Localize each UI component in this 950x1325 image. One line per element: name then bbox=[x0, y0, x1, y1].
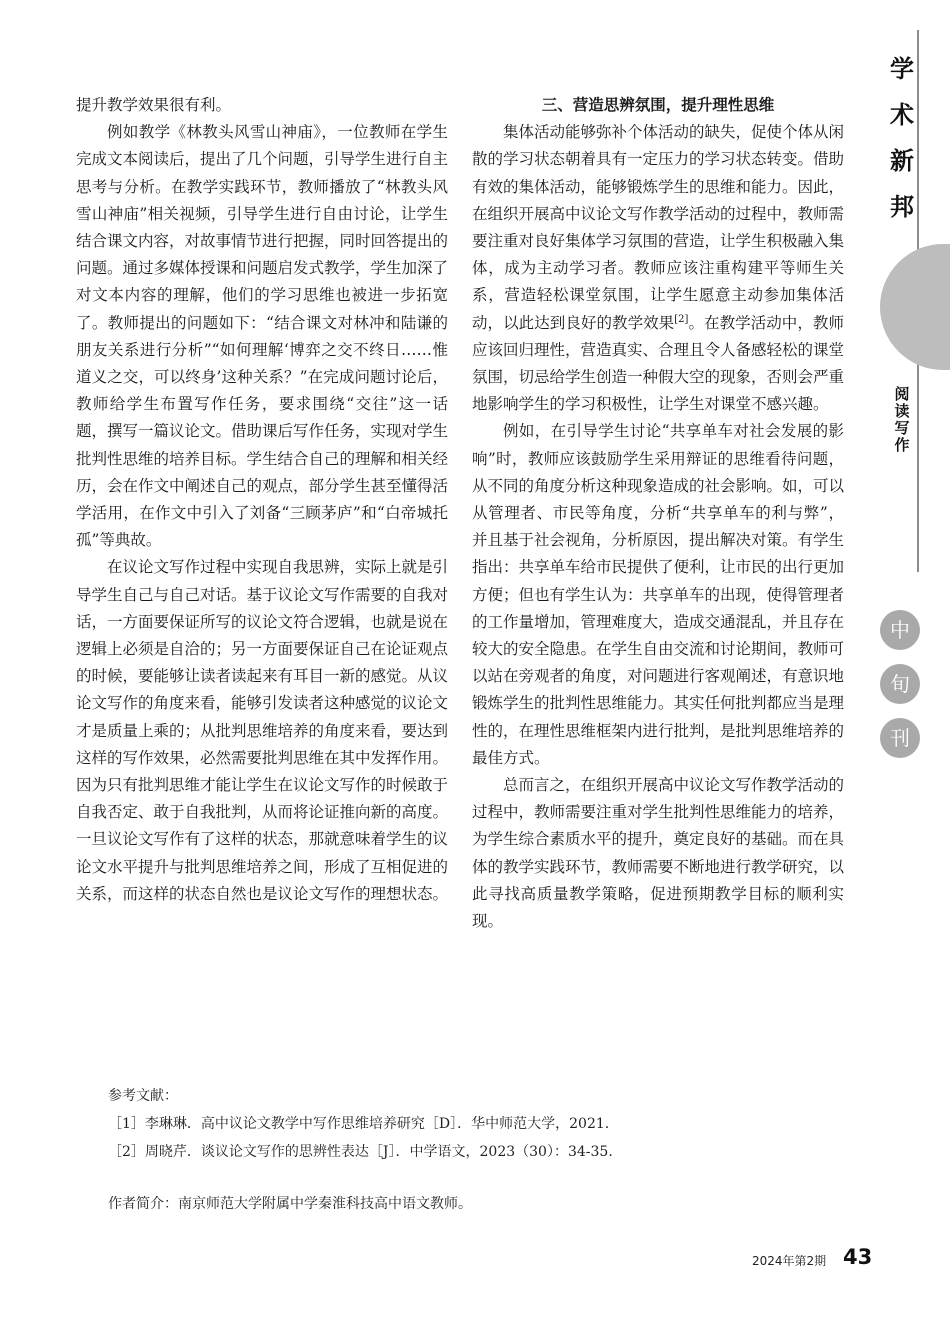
paragraph: 总而言之，在组织开展高中议论文写作教学活动的过程中，教师需要注重对学生批判性思维能力的培养，为学生综合素质水平的提升，奠定良好的基础。而在具体的教学实践环节，教师需要不断地进行教学研究，以此寻找高质量教学策略，促进预期教学目标的顺利实现。 bbox=[472, 776, 845, 931]
paragraph: 提升教学效果很有利。 bbox=[76, 96, 232, 114]
column-title-char: 学 bbox=[890, 55, 914, 83]
badge-kan: 刊 bbox=[880, 718, 920, 758]
reference-item: ［1］李琳琳．高中议论文教学中写作思维培养研究［D］．华中师范大学，2021. bbox=[108, 1116, 610, 1132]
section-label-char: 写 bbox=[894, 419, 910, 437]
references-heading: 参考文献： bbox=[108, 1088, 178, 1104]
author-note: 作者简介：南京师范大学附属中学秦淮科技高中语文教师。 bbox=[108, 1196, 472, 1212]
section-label-char: 阅 bbox=[894, 385, 910, 403]
paragraph-text: 集体活动能够弥补个体活动的缺失，促使个体从闲散的学习状态朝着具有一定压力的学习状态转变。借助有效的集体活动，能够锻炼学生的思维和能力。因此，在组织开展高中议论文写作教学活动的过程中，教师需要注重对良好集体学习氛围的营造，让学生积极融入集体，成为主动学习者。教师应该注重构建平等师生关系，营造轻松课堂氛围，让学生愿意主动参加集体活动，以此达到良好的教学效果 bbox=[472, 123, 845, 332]
paragraph-text: 。在教学活动中，教师应该回归理性，营造真实、合理且令人备感轻松的课堂氛围，切忌给学生创造一种假大空的现象，否则会严重地影响学生的学习积极性，让学生对课堂不感兴趣。 bbox=[472, 313, 845, 414]
section-label bbox=[890, 386, 914, 454]
section-heading: 三、营造思辨氛围，提升理性思维 bbox=[541, 96, 775, 114]
reference-item: ［2］周晓芹．谈议论文写作的思辨性表达［J］．中学语文，2023（30）：34-35. bbox=[108, 1144, 613, 1160]
references bbox=[108, 1082, 828, 1166]
issue-label: 2024年第2期 bbox=[752, 1254, 827, 1268]
section-label-char: 读 bbox=[894, 402, 910, 420]
column-title bbox=[880, 46, 924, 230]
column-title-char: 术 bbox=[890, 101, 914, 129]
column-title-char: 邦 bbox=[890, 193, 914, 221]
citation-marker: [2] bbox=[674, 313, 689, 325]
badge-zhong: 中 bbox=[880, 610, 920, 650]
column-title-char: 新 bbox=[890, 147, 914, 175]
paragraph: 例如教学《林教头风雪山神庙》，一位教师在学生完成文本阅读后，提出了几个问题，引导学生进行自主思考与分析。在教学实践环节，教师播放了“林教头风雪山神庙”相关视频，引导学生进行自由讨论，让学生结合课文内容，对故事情节进行把握，同时回答提出的问题。通过多媒体授课和问题启发式教学，学生加深了对文本内容的理解，他们的学习思维也被进一步拓宽了。教师提出的问题如下：“结合课文对林冲和陆谦的朋友关系进行分析”“如何理解‘博弈之交不终日……惟道义之交，可以终身’这种关系？”在完成问题讨论后，教师给学生布置写作任务，要求围绕“交往”这一话题，撰写一篇议论文。借助课后写作任务，实现对学生批判性思维的培养目标。学生结合自己的理解和相关经历，会在作文中阐述自己的观点，部分学生甚至懂得活学活用，在作文中引入了刘备“三顾茅庐”和“白帝城托孤”等典故。 bbox=[76, 123, 449, 550]
right-column bbox=[472, 92, 844, 935]
paragraph: 在议论文写作过程中实现自我思辨，实际上就是引导学生自己与自己对话。基于议论文写作需要的自我对话，一方面要保证所写的议论文符合逻辑，也就是说在逻辑上必须是自洽的；另一方面要保证自己在论证观点的时候，要能够让读者读起来有耳目一新的感觉。从议论文写作的角度来看，能够引发读者这种感觉的议论文才是质量上乘的；从批判思维培养的角度来看，要达到这样的写作效果，必然需要批判思维在其中发挥作用。因为只有批判思维才能让学生在议论文写作的时候敢于自我否定、敢于自我批判，从而将论证推向新的高度。一旦议论文写作有了这样的状态，那就意味着学生的议论文水平提升与批判思维培养之间，形成了互相促进的关系，而这样的状态自然也是议论文写作的理想状态。 bbox=[76, 558, 449, 903]
left-column bbox=[76, 92, 448, 908]
section-label-char: 作 bbox=[894, 436, 910, 454]
paragraph bbox=[472, 119, 844, 418]
page-number: 43 bbox=[843, 1245, 873, 1269]
badge-xun: 旬 bbox=[880, 664, 920, 704]
sidebar-decorative-disc bbox=[880, 244, 950, 370]
paragraph: 例如，在引导学生讨论“共享单车对社会发展的影响”时，教师应该鼓励学生采用辩证的思维看待问题，从不同的角度分析这种现象造成的社会影响。如，可以从管理者、市民等角度，分析“共享单车的利与弊”，并且基于社会视角，分析原因，提出解决对策。有学生指出：共享单车给市民提供了便利，让市民的出行更加方便；但也有学生认为：共享单车的出现，使得管理者的工作量增加，管理难度大，造成交通混乱，并且存在较大的安全隐患。在学生自由交流和讨论期间，教师可以站在旁观者的角度，对问题进行客观阐述，有意识地锻炼学生的批判性思维能力。其实任何批判都应当是理性的，在理性思维框架内进行批判，是批判思维培养的最佳方式。 bbox=[472, 422, 845, 767]
journal-badges bbox=[880, 610, 922, 772]
